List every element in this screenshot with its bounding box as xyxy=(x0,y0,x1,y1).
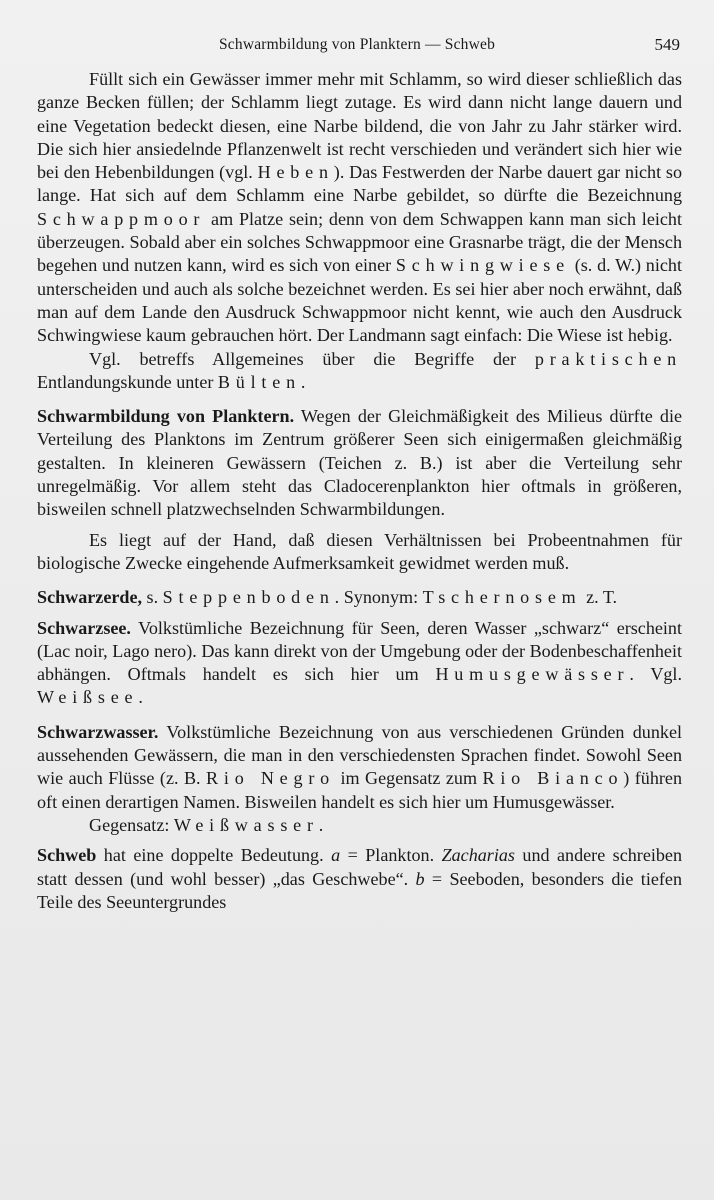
text-run: (s. d. W.) nicht unterscheiden und auch als solche bezeichnet werden. Es sei hier aber noch erwähnt, daß man auf dem Lande den Ausdruck Schwappmoor nicht kennt, wie auch den Ausdruck Schwingwiese kaum gebrauchen hört. Der Landmann sagt einfach: Die Wiese ist hebig. xyxy=(37,255,682,346)
entry-headword: Schwarzwasser. xyxy=(37,721,159,742)
spaced-term: Rio Bianco xyxy=(482,768,624,789)
spaced-term: Rio Negro xyxy=(206,768,336,789)
entry-headword: Schwarmbildung von Planktern. xyxy=(37,406,295,427)
spaced-term: Heben xyxy=(257,162,334,183)
text-run: Entlandungskunde unter xyxy=(37,371,218,392)
paragraph xyxy=(37,814,682,837)
paragraph xyxy=(37,844,682,914)
text-run: . Synonym: xyxy=(334,587,423,608)
text-run: Volkstümliche Bezeichnung von aus verschiedenen Gründen dunkel aussehenden Gewässern, die man in den verschiedensten Sprachen findet. Sowohl Seen wie auch Flüsse (z. B. xyxy=(37,721,682,789)
text-run: = Plankton. xyxy=(340,845,442,866)
text-run: und andere schreiben statt dessen (und wohl besser) „das Geschwebe“. xyxy=(37,845,683,889)
text-run: Gegensatz: xyxy=(89,814,174,835)
paragraph xyxy=(37,529,682,576)
text-run: Füllt sich ein Gewässer immer mehr mit Schlamm, so wird dieser schließlich das ganze Becken füllen; der Schlamm liegt zutage. Es wird dann nicht lange dauern und eine Vegetation bedeckt diesen, eine Narbe bildend, die von Jahr zu Jahr stärker wird. Die sich hier ansiedelnde Pflanzenwelt ist recht verschieden und verändert sich hier wie bei den Hebenbildungen (vgl. xyxy=(37,69,682,183)
text-run: ). Das Festwerden der Narbe dauert gar nicht so lange. Hat sich auf dem Schlamm eine Narbe gebildet, so dürfte die Bezeichnung xyxy=(37,162,682,206)
text-run: Volkstümliche Bezeichnung für Seen, deren Wasser „schwarz“ erscheint (Lac noir, Lago nero). Das kann direkt von der Umgebung oder der Bodenbeschaffenheit abhängen. Oftmals handelt es sich hier um xyxy=(37,617,682,685)
text-run: hat eine doppelte Bedeutung. xyxy=(96,845,332,866)
text-run: . xyxy=(138,687,143,708)
text-run: im Gegensatz zum xyxy=(335,768,483,789)
text-run: Es liegt auf der Hand, daß diesen Verhältnissen bei Probeentnahmen für biologische Zwecke eingehende Aufmerksamkeit gewidmet werden muß. xyxy=(37,529,682,573)
text-run: ) führen oft einen derartigen Namen. Bisweilen handelt es sich hier um Humusgewässer. xyxy=(37,768,682,812)
page-number: 549 xyxy=(654,35,680,54)
paragraph xyxy=(37,68,682,348)
spaced-term: Steppenboden xyxy=(162,587,335,608)
paragraph xyxy=(37,586,682,609)
spaced-term: Schwingwiese xyxy=(395,255,570,276)
spaced-term: Tschernosem xyxy=(422,587,582,608)
text-run: Vgl. betreffs Allgemeines über die Begriffe der xyxy=(89,348,535,369)
paragraph xyxy=(37,405,682,521)
text-run: z. T. xyxy=(581,587,618,608)
text-run: Wegen der Gleichmäßigkeit des Milieus dürfte die Verteilung des Planktons im Zentrum größerer Seen sich einigermaßen gleichmäßig gestalten. In kleineren Gewässern (Teichen z. B.) ist aber die Verteilung sehr unregelmäßig. Vor allem steht das Cladocerenplankton hier oftmals in größeren, bisweilen schnell platzwechselnden Schwarmbildungen. xyxy=(37,406,682,520)
paragraph xyxy=(37,721,682,814)
running-title: Schwarmbildung von Planktern — Schweb xyxy=(218,36,496,53)
spaced-term: Weißsee xyxy=(37,687,139,708)
text-run: . xyxy=(300,371,306,392)
running-header xyxy=(0,36,714,56)
text-run: . xyxy=(318,814,324,835)
entry-headword: Schwarzsee. xyxy=(37,617,131,638)
spaced-term: Humusgewässer xyxy=(435,664,630,685)
paragraph xyxy=(37,348,682,395)
spaced-term: Schwappmoor xyxy=(37,208,206,229)
spaced-term: Bülten xyxy=(217,371,301,392)
text-run: am Platze sein; denn von dem Schwappen kann man sich leicht überzeugen. Sobald aber ein solches Schwappmoor eine Grasnarbe trägt, die der Mensch begehen und nutzen kann, wird es sich von einer xyxy=(37,208,682,276)
body-text xyxy=(37,68,682,914)
italic-term: b xyxy=(415,868,425,889)
paragraph xyxy=(37,617,682,710)
italic-term: Zacharias xyxy=(441,845,515,866)
text-run: . Vgl. xyxy=(629,664,682,685)
spaced-term: praktischen xyxy=(534,348,682,369)
text-run: = Seeboden, besonders die tiefen Teile des Seeuntergrundes xyxy=(37,868,682,912)
text-run: s. xyxy=(142,587,163,608)
italic-term: a xyxy=(331,845,341,866)
entry-headword: Schwarzerde, xyxy=(37,587,143,608)
spaced-term: Weißwasser xyxy=(173,814,319,835)
entry-headword: Schweb xyxy=(37,845,97,866)
